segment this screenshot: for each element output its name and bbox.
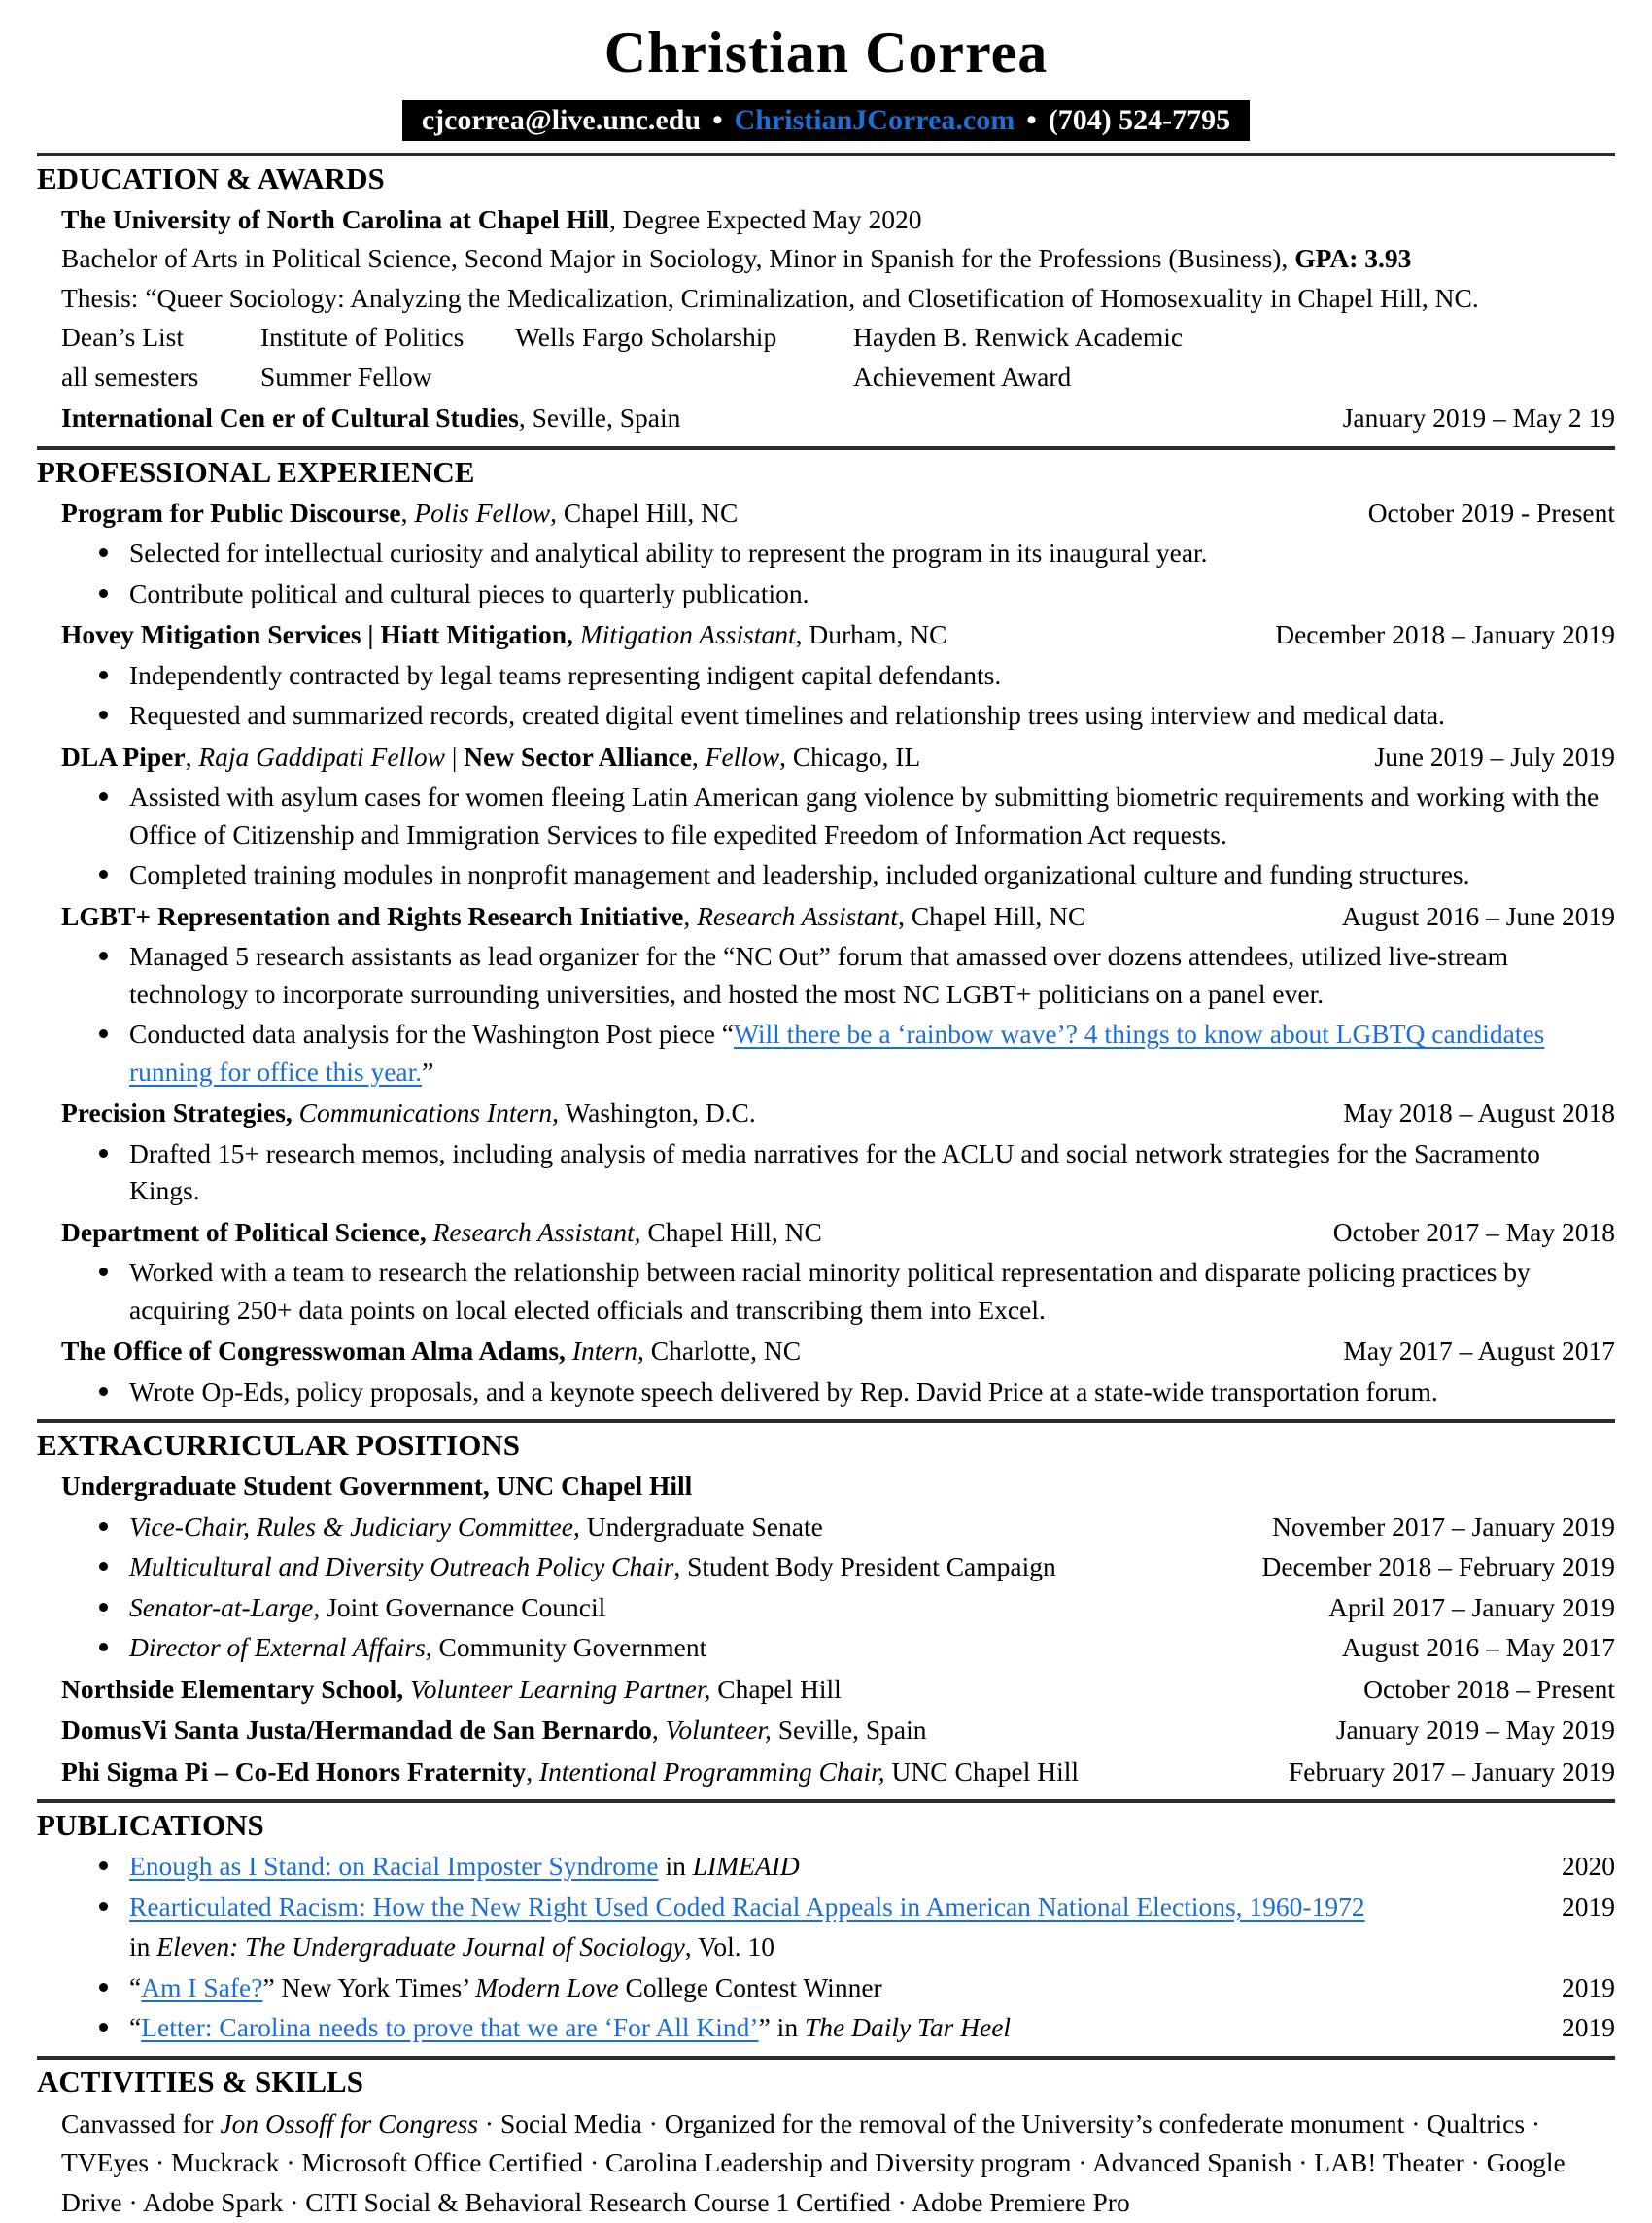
date-range: October 2019 - Present xyxy=(1367,497,1615,528)
bullet-dot-icon xyxy=(99,1643,108,1651)
text-run: Undergraduate Student Government, UNC Chapel Hill xyxy=(61,1471,693,1501)
entry-text xyxy=(61,1333,1325,1371)
text-run: Northside Elementary School, xyxy=(61,1673,404,1704)
entry-text xyxy=(61,1094,1325,1132)
text-run: Wrote Op-Eds, policy proposals, and a keynote speech delivered by Rep. David Price at a state-wide transportation forum. xyxy=(129,1375,1438,1407)
bullet-item xyxy=(37,1589,1615,1627)
bullet-text xyxy=(129,1889,1544,1927)
date-range: 2019 xyxy=(1562,1971,1615,2002)
inline-link[interactable]: Will there be a ‘rainbow wave’? 4 things to know about LGBTQ candidates running for office this year. xyxy=(129,1019,1545,1087)
text-run xyxy=(293,1097,299,1128)
bullet-dot-icon xyxy=(99,2023,108,2032)
entry-line xyxy=(37,1712,1615,1750)
bullet-dot-icon xyxy=(99,1603,108,1612)
date-range: December 2018 – February 2019 xyxy=(1261,1551,1615,1581)
bullet-item xyxy=(37,779,1615,853)
bullet-item xyxy=(37,575,1615,613)
text-run: Worked with a team to research the relationship between racial minority political representation and disparate policing practices by acquiring 250+ data points on local elected officials and transcribing them into Excel. xyxy=(129,1257,1531,1325)
text-run: Precision Strategies, xyxy=(61,1097,293,1128)
text-run: Mitigation Assistant xyxy=(579,619,796,649)
text-run: Charlotte, NC xyxy=(643,1336,802,1366)
text-run: UNC Chapel Hill xyxy=(884,1755,1080,1787)
bullet-dot-icon xyxy=(99,671,108,679)
entry-text xyxy=(61,1754,1271,1791)
section-professional-experience xyxy=(37,446,1615,1411)
text-run: Multicultural and Diversity Outreach Policy Chair xyxy=(129,1551,674,1581)
bullet-text xyxy=(129,856,1615,894)
date-range: January 2019 – May 2019 xyxy=(1335,1715,1615,1745)
bullet-icon xyxy=(97,1889,129,1927)
text-run: , xyxy=(651,1715,666,1745)
text-run: College Contest Winner xyxy=(618,1971,882,2002)
bullet-item xyxy=(37,657,1615,695)
text-run: DomusVi Santa Justa/Hermandad de San Bernardo xyxy=(61,1715,652,1745)
text-run: Senator-at-Large xyxy=(129,1591,314,1622)
contact-bar xyxy=(402,100,1250,141)
text-run: Requested and summarized records, created digital event timelines and relationship trees using interview and medical data. xyxy=(129,700,1445,730)
bullet-item xyxy=(37,1509,1615,1546)
text-run: Raja Gaddipati Fellow xyxy=(198,741,445,772)
text-run: Volunteer Learning Partner, xyxy=(410,1673,711,1704)
bullet-icon xyxy=(97,856,129,894)
entry-line xyxy=(37,739,1615,777)
text-run: Fellow xyxy=(705,741,780,772)
bullet-text xyxy=(129,575,1615,613)
text-run xyxy=(403,1674,410,1704)
entry-text xyxy=(61,399,1325,437)
text-run: , Community Government xyxy=(425,1632,707,1662)
detail-line xyxy=(37,280,1615,318)
inline-link[interactable]: Rearticulated Racism: How the New Right Used Coded Racial Appeals in American National Elections, 1960-1972 xyxy=(129,1891,1365,1922)
inline-link[interactable]: Enough as I Stand: on Racial Imposter Syndrome xyxy=(129,1851,659,1881)
bullet-dot-icon xyxy=(99,952,108,960)
text-run: Director of External Affairs xyxy=(129,1632,426,1662)
inline-link[interactable]: Am I Safe? xyxy=(141,1971,263,2002)
entry-line xyxy=(37,1214,1615,1252)
section-education-awards xyxy=(37,153,1615,437)
entry-line xyxy=(37,399,1615,437)
text-run xyxy=(573,619,580,649)
award-cell: Summer Fellow xyxy=(260,361,432,392)
entry-line xyxy=(37,1671,1615,1709)
section-extracurricular-positions xyxy=(37,1419,1615,1790)
section-heading: EDUCATION & AWARDS xyxy=(37,160,385,195)
award-cell: Achievement Award xyxy=(853,361,1072,392)
text-run: in xyxy=(129,1931,157,1962)
bullet-dot-icon xyxy=(99,792,108,801)
text-run: , Vol. 10 xyxy=(684,1931,774,1962)
bullet-dot-icon xyxy=(99,1268,108,1276)
bullet-text xyxy=(129,1135,1615,1210)
awards-row xyxy=(37,319,1615,357)
bullet-dot-icon xyxy=(99,711,108,719)
contact-email: cjcorrea@live.unc.edu xyxy=(421,104,702,136)
bullet-text xyxy=(129,1629,1325,1667)
text-run: Eleven: The Undergraduate Journal of Sociology xyxy=(156,1931,685,1962)
date-range: December 2018 – January 2019 xyxy=(1275,619,1615,649)
bullet-text xyxy=(129,1848,1544,1886)
text-run: , Student Body President Campaign xyxy=(673,1551,1056,1581)
entry-text xyxy=(61,1712,1319,1750)
text-run: Polis Fellow xyxy=(414,497,551,528)
text-run: The Daily Tar Heel xyxy=(804,2012,1012,2042)
text-run: Vice-Chair, Rules & Judiciary Committee xyxy=(129,1511,573,1542)
bullet-item xyxy=(37,1889,1615,1927)
bullet-icon xyxy=(97,1848,129,1886)
text-run: Jon Ossoff for Congress xyxy=(220,2107,479,2138)
bullet-icon xyxy=(97,779,129,853)
entry-line xyxy=(37,495,1615,533)
entry-text xyxy=(61,739,1358,777)
text-run: Modern Love xyxy=(475,1971,619,2002)
bullet-icon xyxy=(97,2009,129,2047)
entry-text xyxy=(61,898,1325,936)
text-run: Selected for intellectual curiosity and analytical ability to represent the program in its inaugural year. xyxy=(129,538,1208,568)
bullet-text xyxy=(129,938,1615,1013)
bullet-text xyxy=(129,779,1615,853)
award-cell: Wells Fargo Scholarship xyxy=(515,322,777,352)
bullet-dot-icon xyxy=(99,1902,108,1911)
text-run: , xyxy=(185,741,199,772)
bullet-icon xyxy=(97,1016,129,1091)
bullet-text xyxy=(129,1509,1255,1546)
text-run: Program for Public Discourse xyxy=(61,497,401,528)
entry-text xyxy=(61,1468,1615,1506)
detail-line xyxy=(37,240,1615,278)
date-range: May 2017 – August 2017 xyxy=(1343,1336,1615,1366)
section-activities-skills xyxy=(37,2056,1615,2223)
bullet-item xyxy=(37,1254,1615,1329)
bullet-dot-icon xyxy=(99,1522,108,1531)
bullet-text xyxy=(129,2009,1544,2047)
date-range: April 2017 – January 2019 xyxy=(1328,1591,1615,1622)
date-range: January 2019 – May 2 19 xyxy=(1342,402,1615,433)
text-run: , Undergraduate Senate xyxy=(572,1511,823,1542)
text-run: Intern, xyxy=(571,1336,644,1366)
text-run: , Seville, Spain xyxy=(518,402,681,433)
text-run: , Joint Governance Council xyxy=(313,1591,606,1622)
text-run: Washington, D.C. xyxy=(559,1097,756,1128)
section-heading: PUBLICATIONS xyxy=(37,1808,264,1842)
text-run: Volunteer, xyxy=(665,1715,772,1745)
bullet-icon xyxy=(97,1589,129,1627)
bullet-icon xyxy=(97,657,129,695)
entry-line xyxy=(37,1468,1615,1506)
bullet-text xyxy=(129,1373,1615,1411)
text-run: Drafted 15+ research memos, including analysis of media narratives for the ACLU and social network strategies for the Sacramento Kings. xyxy=(129,1137,1540,1205)
continuation-line xyxy=(37,1928,1615,1966)
bullet-item xyxy=(37,856,1615,894)
award-cell: Dean’s List xyxy=(61,322,185,352)
section-heading: ACTIVITIES & SKILLS xyxy=(37,2064,363,2099)
bullet-icon xyxy=(97,1969,129,2007)
date-range: October 2018 – Present xyxy=(1363,1673,1615,1704)
bullet-dot-icon xyxy=(99,1861,108,1870)
bullet-dot-icon xyxy=(99,589,108,598)
text-run: GPA: 3.93 xyxy=(1294,243,1412,273)
contact-separator: • xyxy=(1026,104,1037,136)
text-run: The University of North Carolina at Chapel Hill xyxy=(61,203,610,234)
entry-line xyxy=(37,898,1615,936)
bullet-dot-icon xyxy=(99,1029,108,1038)
bullet-text xyxy=(129,1548,1244,1586)
detail-line xyxy=(37,201,1615,239)
text-run: Hovey Mitigation Services | Hiatt Mitigation, xyxy=(61,619,573,649)
text-run: LGBT+ Representation and Rights Research Initiative xyxy=(61,900,684,931)
entry-text xyxy=(61,1214,1316,1252)
text-run: International Cen er of Cultural Studies xyxy=(61,402,519,433)
bullet-item xyxy=(37,1969,1615,2007)
bullet-item xyxy=(37,1629,1615,1667)
text-run: , xyxy=(683,900,698,931)
text-run: , Durham, NC xyxy=(795,619,947,649)
text-run: Chapel Hill xyxy=(710,1673,842,1704)
text-run: · Social Media · Organized for the removal of the University’s confederate monument · Qualtrics · TVEyes · Muckrack · Microsoft Office Certified · Carolina Leadership and Diversity program · Advanced Spanish · LAB! Theater · Google Drive · Adobe Spark · CITI Social & Behavioral Research Course 1 Certified · Adobe Premiere Pro xyxy=(61,2107,1566,2217)
bullet-icon xyxy=(97,1548,129,1586)
text-run: ” in xyxy=(758,2012,805,2042)
text-run: , Chapel Hill, NC xyxy=(550,497,739,528)
date-range: 2019 xyxy=(1562,1891,1615,1922)
date-range: November 2017 – January 2019 xyxy=(1272,1511,1615,1542)
entry-line xyxy=(37,1094,1615,1132)
sections-container xyxy=(37,153,1615,2223)
text-run: Contribute political and cultural pieces to quarterly publication. xyxy=(129,577,809,608)
award-cell xyxy=(515,359,853,397)
text-run: Communications Intern, xyxy=(298,1097,559,1128)
entry-line xyxy=(37,1754,1615,1791)
bullet-text xyxy=(129,1254,1615,1329)
date-range: 2019 xyxy=(1562,2012,1615,2042)
text-run: , Chicago, IL xyxy=(779,741,921,772)
text-run: Seville, Spain xyxy=(771,1715,927,1745)
text-run: Managed 5 research assistants as lead organizer for the “NC Out” forum that amassed over dozens attendees, utilized live-stream technology to incorporate surrounding universities, and hosted the most NC LGBT+ politicians on a panel ever. xyxy=(129,941,1509,1009)
award-cell: all semesters xyxy=(61,361,199,392)
bullet-dot-icon xyxy=(99,1149,108,1158)
awards-row xyxy=(37,359,1615,397)
text-run: The Office of Congresswoman Alma Adams, xyxy=(61,1336,566,1366)
entry-text xyxy=(61,1671,1346,1709)
bullet-dot-icon xyxy=(99,870,108,879)
text-run: , xyxy=(691,741,706,772)
bullet-icon xyxy=(97,1135,129,1210)
date-range: August 2016 – May 2017 xyxy=(1341,1632,1615,1662)
text-run: “ xyxy=(129,2012,142,2042)
date-range: June 2019 – July 2019 xyxy=(1374,741,1615,772)
text-run: Canvassed for xyxy=(61,2107,221,2138)
text-run: Independently contracted by legal teams representing indigent capital defendants. xyxy=(129,659,1002,690)
skills-paragraph xyxy=(37,2104,1615,2223)
award-cell: Institute of Politics xyxy=(260,322,465,352)
bullet-dot-icon xyxy=(99,1983,108,1992)
bullet-text xyxy=(129,1589,1311,1627)
bullet-item xyxy=(37,1016,1615,1091)
bullet-icon xyxy=(97,1629,129,1667)
date-range: May 2018 – August 2018 xyxy=(1343,1097,1615,1128)
text-run: “ xyxy=(129,1971,142,2002)
bullet-text xyxy=(129,1969,1544,2007)
award-cell: Hayden B. Renwick Academic xyxy=(853,322,1184,352)
bullet-icon xyxy=(97,1373,129,1411)
text-run: Research Assistant, xyxy=(432,1216,641,1247)
text-run: | xyxy=(444,741,465,772)
text-run: Thesis: “Queer Sociology: Analyzing the Medicalization, Criminalization, and Closetification of Homosexuality in Chapel Hill, NC. xyxy=(61,282,1479,313)
entry-line xyxy=(37,616,1615,654)
bullet-item xyxy=(37,2009,1615,2047)
bullet-dot-icon xyxy=(99,548,108,557)
inline-link[interactable]: Letter: Carolina needs to prove that we are ‘For All Kind’ xyxy=(141,2012,759,2042)
bullet-item xyxy=(37,1135,1615,1210)
text-run: , xyxy=(400,497,415,528)
text-run: Bachelor of Arts in Political Science, Second Major in Sociology, Minor in Spanish for the Professions (Business), xyxy=(61,243,1295,273)
date-range: October 2017 – May 2018 xyxy=(1332,1216,1615,1247)
text-run xyxy=(427,1217,433,1247)
contact-phone: (704) 524-7795 xyxy=(1048,104,1231,136)
entry-text xyxy=(61,616,1257,654)
bullet-dot-icon xyxy=(99,1562,108,1571)
text-run: DLA Piper xyxy=(61,741,186,772)
bullet-text xyxy=(129,657,1615,695)
bullet-icon xyxy=(97,1254,129,1329)
text-run: , Degree Expected May 2020 xyxy=(609,203,922,234)
bullet-icon xyxy=(97,535,129,573)
text-run: Department of Political Science, xyxy=(61,1216,427,1247)
bullet-item xyxy=(37,1373,1615,1411)
contact-separator: • xyxy=(712,104,723,136)
bullet-dot-icon xyxy=(99,1387,108,1396)
text-run: Research Assistant xyxy=(697,900,899,931)
text-run: Completed training modules in nonprofit management and leadership, included organizational culture and funding structures. xyxy=(129,859,1470,889)
section-heading: EXTRACURRICULAR POSITIONS xyxy=(37,1428,520,1462)
text-run: Conducted data analysis for the Washington Post piece “ xyxy=(129,1019,734,1049)
bullet-icon xyxy=(97,575,129,613)
date-range: August 2016 – June 2019 xyxy=(1341,900,1615,931)
text-run: Phi Sigma Pi – Co-Ed Honors Fraternity xyxy=(61,1755,527,1787)
text-run: New Sector Alliance xyxy=(464,741,692,772)
bullet-text xyxy=(129,535,1615,573)
date-range: February 2017 – January 2019 xyxy=(1288,1755,1615,1787)
text-run: LIMEAID xyxy=(692,1851,800,1881)
bullet-item xyxy=(37,1848,1615,1886)
text-run: Intentional Programming Chair, xyxy=(538,1755,885,1787)
entry-text xyxy=(61,495,1351,533)
text-run xyxy=(566,1336,572,1366)
text-run: , Chapel Hill, NC xyxy=(898,900,1086,931)
bullet-item xyxy=(37,938,1615,1013)
bullet-item xyxy=(37,535,1615,573)
text-run: in xyxy=(658,1851,693,1881)
page-title: Christian Correa xyxy=(603,20,1049,85)
bullet-item xyxy=(37,697,1615,735)
contact-website-link[interactable]: ChristianJCorrea.com xyxy=(734,104,1015,136)
bullet-text xyxy=(129,1016,1615,1091)
text-run: ” xyxy=(422,1056,434,1087)
text-run: Assisted with asylum cases for women fleeing Latin American gang violence by submitting biometric requirements and working with the Office of Citizenship and Immigration Services to file expedited Freedom of Information Act requests. xyxy=(129,782,1600,850)
date-range: 2020 xyxy=(1562,1851,1615,1881)
bullet-item xyxy=(37,1548,1615,1586)
bullet-icon xyxy=(97,1509,129,1546)
text-run: ” New York Times’ xyxy=(262,1971,476,2002)
entry-line xyxy=(37,1333,1615,1371)
section-publications xyxy=(37,1799,1615,2047)
text-run: , xyxy=(526,1755,539,1787)
section-heading: PROFESSIONAL EXPERIENCE xyxy=(37,454,475,489)
text-run: Chapel Hill, NC xyxy=(640,1216,822,1247)
bullet-icon xyxy=(97,938,129,1013)
bullet-icon xyxy=(97,697,129,735)
bullet-text xyxy=(129,697,1615,735)
